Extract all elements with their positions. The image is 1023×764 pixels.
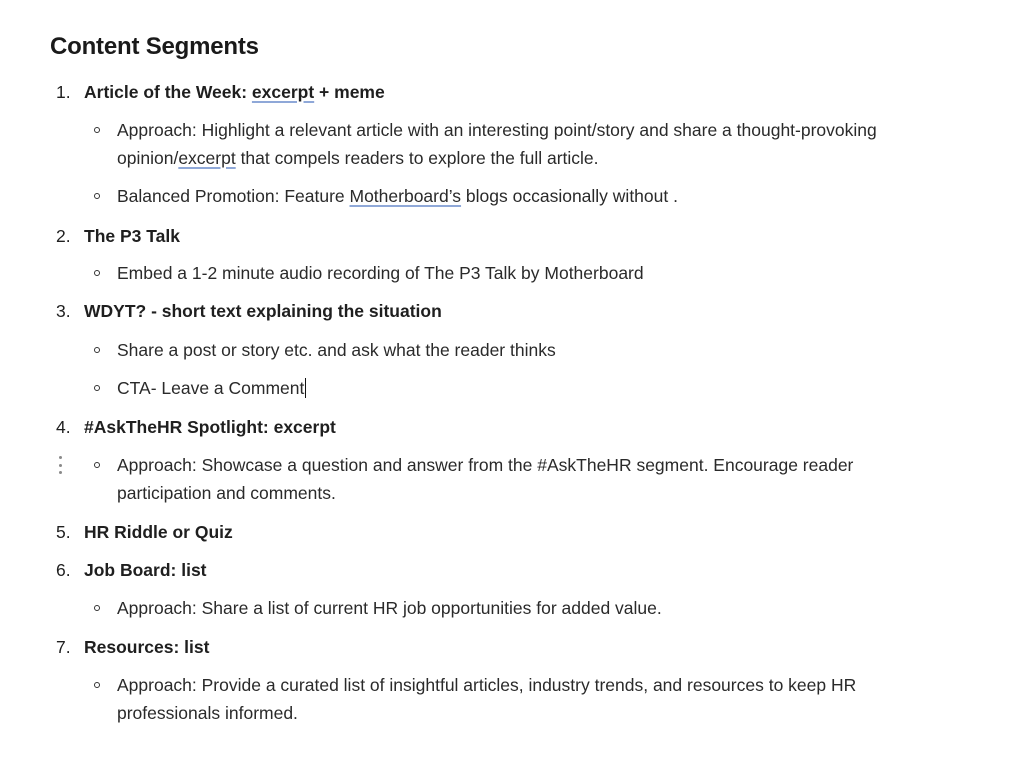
bullet-icon — [94, 347, 100, 353]
list-subitem[interactable]: Approach: Share a list of current HR job opportunities for added value. — [117, 598, 662, 618]
list-subitem[interactable]: Approach: Showcase a question and answer from the #AskTheHR segment. Encourage reader — [117, 455, 854, 475]
list-item-heading[interactable]: #AskTheHR Spotlight: excerpt — [84, 417, 336, 437]
list-number: 5. — [56, 522, 71, 542]
list-number: 3. — [56, 301, 71, 321]
list-subitem[interactable]: Share a post or story etc. and ask what the reader thinks — [117, 340, 556, 360]
list-item-heading[interactable]: HR Riddle or Quiz — [84, 522, 233, 542]
bullet-icon — [94, 193, 100, 199]
list-subitem-continuation[interactable]: opinion/excerpt that compels readers to explore the full article. — [117, 148, 599, 168]
list-number: 6. — [56, 560, 71, 580]
list-number: 7. — [56, 637, 71, 657]
bullet-icon — [94, 385, 100, 391]
list-item-heading[interactable]: WDYT? - short text explaining the situation — [84, 301, 442, 321]
list-number: 1. — [56, 82, 71, 102]
list-subitem-continuation[interactable]: participation and comments. — [117, 483, 336, 503]
bullet-icon — [94, 270, 100, 276]
list-number: 4. — [56, 417, 71, 437]
bullet-icon — [94, 462, 100, 468]
list-item-heading[interactable]: Article of the Week: excerpt + meme — [84, 82, 385, 102]
spellcheck-word[interactable]: excerpt — [178, 148, 236, 168]
list-subitem[interactable]: Embed a 1-2 minute audio recording of The P3 Talk by Motherboard — [117, 263, 644, 283]
list-subitem-continuation[interactable]: professionals informed. — [117, 703, 298, 723]
list-subitem[interactable]: Balanced Promotion: Feature Motherboard’s blogs occasionally without . — [117, 186, 678, 206]
list-item-heading[interactable]: The P3 Talk — [84, 226, 180, 246]
list-subitem[interactable]: Approach: Highlight a relevant article with an interesting point/story and share a thought-provoking — [117, 120, 877, 140]
bullet-icon — [94, 127, 100, 133]
spellcheck-word[interactable]: Motherboard’s — [349, 186, 462, 206]
spellcheck-word[interactable]: excerpt — [251, 82, 315, 102]
list-item-heading[interactable]: Resources: list — [84, 637, 210, 657]
text-cursor — [305, 378, 306, 398]
list-subitem-active[interactable]: CTA- Leave a Comment — [117, 378, 305, 398]
bullet-icon — [94, 605, 100, 611]
list-subitem[interactable]: Approach: Provide a curated list of insightful articles, industry trends, and resources to keep HR — [117, 675, 857, 695]
drag-handle-icon[interactable] — [57, 456, 63, 474]
list-number: 2. — [56, 226, 71, 246]
section-title: Content Segments — [50, 33, 259, 60]
list-item-heading[interactable]: Job Board: list — [84, 560, 207, 580]
bullet-icon — [94, 682, 100, 688]
